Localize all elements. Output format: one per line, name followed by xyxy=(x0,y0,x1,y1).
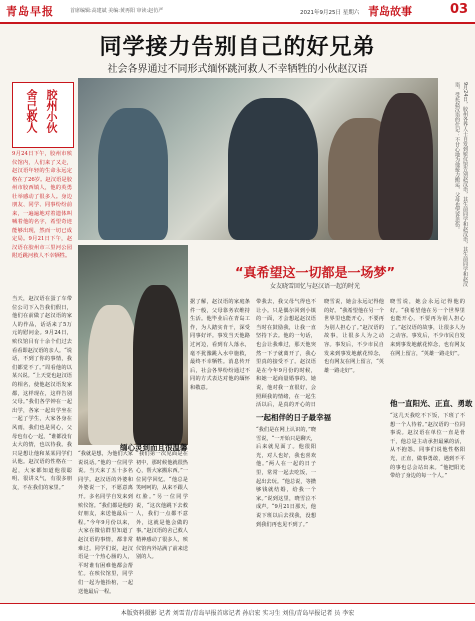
photo-caption: 9月24日，胶州各界人士自发到殡仪馆告别赵汉语，其生前同学和赵汉语，其生前同学和赵汉语，受托赵汉语的仕记：不甘心地为他接力搬运，父母也哭诉悲伤。 xyxy=(454,82,468,287)
masthead-bar xyxy=(0,0,475,24)
text-column-7: 晓雪说，她会永远记得他的好。“我希望他在另一个世界里也能开心，不要再为别人担心了。”赵汉语的故事，让很多人为之动容。事发后，不少市民自发来到事发地献花悼念，也有网友在网上留言，“英雄一路走好”。 xyxy=(324,299,384,374)
subsection-heading-3: 他一直阳光、正直、勇敢 xyxy=(390,399,473,408)
text-column-8: “这几天我吃不下饭，下班了不想一个人待着。”赵汉语的一位同事说。赵汉语在单位一直是骨干，他总是主动承担最累的活，从不抱怨。同事们说他性格阳光，正直，做事勇敢，遇到不平的事也总会站出来。“他把阳光带给了身边的每一个人。” xyxy=(390,413,465,480)
page-number: 03 xyxy=(450,2,469,17)
section-title: 青岛故事 xyxy=(368,5,412,18)
pullquote-line-1: 胶州小伙 xyxy=(45,89,58,133)
subsection-heading-2: 一起相伴的日子最幸福 xyxy=(256,413,331,422)
text-column-1: 当天，赵汉语在蛋了车带位公司下入告我们假日，他们在前做了赵汉语的家人的作品，话话来了5万元的慰问金。9月24日，殡仪馆目有十余个们过去看看即赵汉语的亲人。“说话，不到了你的事情，我们都觉不了。”周看他的以某兴说。“上天觉也赵汉语的相名，使他赵汉语发家都，这样现在，这样告别父母。”我们各学钟在一起出学，各家一起出学坐在一起了学生，大家各身在风雨，我们也是同心，父母也有心一起，“谁都没有太大的情，也以待我。我只是想让他和某某同学们认他。赵汉语的性格在一起，大家都知道他很聪明、很讲义气，有很多朋友，不在我们的家里。” xyxy=(12,296,72,492)
text-column-8a: 晓雪说，她会永远记得他的好。“我希望他在另一个世界里也能开心，不要再为别人担心了。”赵汉语的故事，让很多人为之动容。事发后，不少市民自发来到事发地献花悼念，也有网友在网上留言，“英雄一路走好”。 xyxy=(390,299,465,357)
newspaper-logo: 青岛早报 xyxy=(6,5,54,18)
pullquote-line-2: 舍己救人 xyxy=(25,89,38,133)
pullquote-box xyxy=(12,82,74,148)
photo-figure xyxy=(228,98,318,240)
issue-date: 2021年9月25日 星期六 xyxy=(300,10,360,16)
secondary-headline: “真希望这一切都是一场梦” xyxy=(234,266,396,281)
editor-credits: 首席编辑:高建斌 美编:黄再阳 审读:赵仿严 xyxy=(70,8,164,14)
photo-figure xyxy=(133,285,183,445)
photo-figure xyxy=(98,108,168,240)
subsection-heading-1: 缅心灵到而且很温馨 xyxy=(120,443,188,452)
text-column-3: “我们第一次见面是在初中，那时候他就很热心，帮大家搬东西。”一位同学回忆。“他总是笑呵呵的，从来不跟人红脸。”另一位同学说，“这次他跳下去救人，我们一点都不意外，这就是他会做的事。”赵汉语的舍己救人精神感动了很多人，殡仪馆内外站满了前来送别的人。 xyxy=(136,451,188,561)
text-column-5: 带我去，我父母气得也不让小。只是偶尔回到小镇的一面，才会想起赵汉语当时在鼓励我，让我一直坚持下去。他的一句话，也会让我难过，那天他突然一下子就离开了，我心里真的接受不了。赵汉语是在今年9月份的时候，和她一起商量婚事的。她说，他对我一直很好，会照顾我的情绪，在一起生活以后，是真的开心的日 xyxy=(256,299,316,408)
main-photo xyxy=(78,78,438,240)
footer-credits: 本版资料摄影 记者 刘雪青/青岛早报首席记者 孙启宏 实习生 刘佳/青岛早报记者 员 李宏 xyxy=(120,610,355,617)
photo-figure xyxy=(378,93,433,240)
page-footer xyxy=(0,603,475,621)
photo-figure xyxy=(88,305,138,445)
text-column-6: “我们是在网上认识的，”晓雪说，“一开始只是聊天，后来就见面了。他很阳光，对人也好，我也喜欢他。”两人在一起的日子里，常常一起去吃饭，一起出去玩。“他总说，等攒够钱就结婚，给我一个家。”说到这里，晓雪泣不成声。“9月21日那天，他说下班以后去找我，没想到我们再也见不到了。” xyxy=(256,427,316,528)
article-subheadline: 社会各界通过不同形式缅怀跳河救人不幸牺牲的小伙赵汉语 xyxy=(107,64,368,75)
text-column-2: “我就是想，为他们大家说说话。”他的一位同学说。当天来了五十多名同学。赵汉语的外婆和外婆说一下，不愿意离开。多名同学自发来到殡仪馆。“我们都是他的好朋友，来送他最后一程。”今年9月份以来，大家在微信群里知道了赵汉语的事情，都非常难过。同学们说，赵汉语是一个热心肠的人，平时谁有困难他都会帮忙。在殡仪馆里，同学们一起为他抬棺，一起送他最后一程。 xyxy=(78,451,133,595)
article-lead: 9月24日下午，胶州市殡仪馆内，人们来了又走，赵汉语年轻的生命永远定格在了26岁。赵汉语是胶州市胶西镇人，他的英勇壮举感动了很多人。身边朋友、同学、同事纷纷前来，一遍遍地对着遗体叫喊着他的名字，希望奇迹能够出现，然而一切已成定局。9月21日下午，赵汉语在胶州市三里河公园附近跳河救人不幸牺牲。 xyxy=(12,151,72,259)
secondary-subheadline: 女友晓雪回忆与赵汉语一起的时光 xyxy=(269,283,360,290)
article-headline: 同学接力告别自己的好兄弟 xyxy=(99,35,376,60)
inset-photo xyxy=(78,245,188,445)
text-column-4: 据了解，赵汉语的家庭条件一般，父母靠务农维持生活。他毕业后在青岛工作，为人踏实肯干，深受同事好评。事发当天他路过河边，看到有人落水，毫不犹豫跳入水中施救，最终不幸牺牲。消息传开后，社会各界纷纷通过不同的方式表达对他的缅怀和敬意。 xyxy=(190,299,250,391)
